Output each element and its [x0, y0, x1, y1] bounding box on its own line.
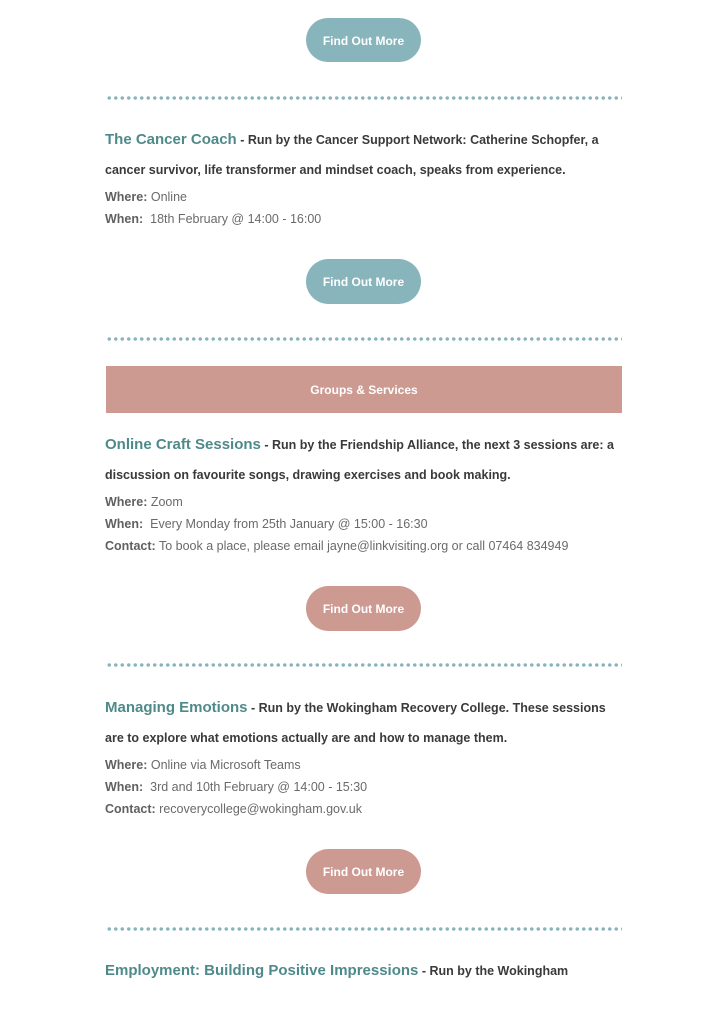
where-label: Where:	[105, 758, 148, 772]
when-value: 18th February @ 14:00 - 16:00	[143, 212, 322, 226]
event-title: The Cancer Coach	[105, 131, 237, 148]
dotted-divider	[106, 96, 622, 100]
event-summary: - Run by the Wokingham	[418, 964, 569, 978]
event-when	[105, 208, 625, 230]
event-contact	[105, 535, 625, 557]
find-out-more-button[interactable]: Find Out More	[306, 18, 421, 62]
event-where	[105, 491, 625, 513]
find-out-more-button[interactable]: Find Out More	[306, 849, 421, 894]
find-out-more-button[interactable]: Find Out More	[306, 586, 421, 631]
dotted-divider	[106, 663, 622, 667]
when-value: 3rd and 10th February @ 14:00 - 15:30	[143, 780, 368, 794]
contact-value: recoverycollege@wokingham.gov.uk	[155, 802, 363, 816]
contact-label: Contact:	[105, 802, 156, 816]
event-where	[105, 754, 625, 776]
contact-value: To book a place, please email jayne@linkvisiting.org or call 07464 834949	[155, 539, 569, 553]
where-label: Where:	[105, 495, 148, 509]
find-out-more-button[interactable]: Find Out More	[306, 259, 421, 304]
contact-label: Contact:	[105, 539, 156, 553]
event-when	[105, 513, 625, 535]
event-summary: - Run by the Cancer Support Network: Catherine Schopfer, a cancer survivor, life transformer and mindset coach, speaks from experience.	[105, 133, 599, 177]
when-label: When:	[105, 780, 144, 794]
event-where	[105, 186, 625, 208]
where-value: Online via Microsoft Teams	[147, 758, 301, 772]
event-contact	[105, 798, 625, 820]
dotted-divider	[106, 927, 622, 931]
when-value: Every Monday from 25th January @ 15:00 - 16:30	[143, 517, 428, 531]
where-value: Online	[147, 190, 187, 204]
when-label: When:	[105, 212, 144, 226]
event-description	[105, 693, 625, 753]
event-when	[105, 776, 625, 798]
event-summary: - Run by the Wokingham Recovery College. These sessions are to explore what emotions actually are and how to manage them.	[105, 701, 606, 745]
event-description	[105, 956, 625, 986]
event-description	[105, 430, 625, 490]
section-banner: Groups & Services	[106, 366, 622, 413]
event-summary: - Run by the Friendship Alliance, the next 3 sessions are: a discussion on favourite songs, drawing exercises and book making.	[105, 438, 614, 482]
event-title: Managing Emotions	[105, 699, 248, 716]
event-title: Online Craft Sessions	[105, 436, 261, 453]
where-label: Where:	[105, 190, 148, 204]
event-title: Employment: Building Positive Impressions	[105, 962, 419, 979]
where-value: Zoom	[147, 495, 183, 509]
dotted-divider	[106, 337, 622, 341]
when-label: When:	[105, 517, 144, 531]
event-description	[105, 125, 625, 185]
